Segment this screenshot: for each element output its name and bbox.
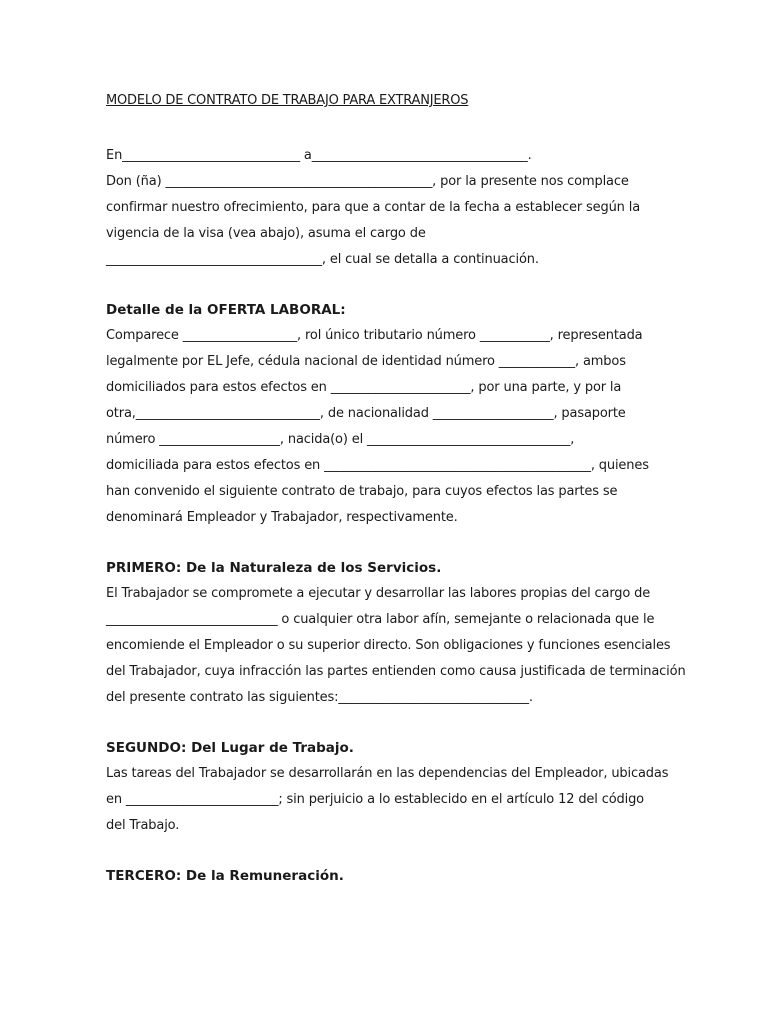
section-heading: TERCERO: De la Remuneración. [106,868,344,884]
intro-section [106,143,728,273]
paragraph-line: Las tareas del Trabajador se desarrollarán en las dependencias del Empleador, ubicadas [106,766,669,781]
paragraph-line: domiciliada para estos efectos en __________________________________________, quienes [106,458,649,473]
paragraph-line: El Trabajador se compromete a ejecutar y desarrollar las labores propias del cargo de [106,586,651,601]
intro-line: En____________________________ a__________________________________. [106,148,532,163]
paragraph-line: han convenido el siguiente contrato de trabajo, para cuyos efectos las partes se [106,484,618,499]
section-segundo [106,735,728,839]
section-primero [106,555,728,711]
paragraph-line: otra,_____________________________, de nacionalidad ___________________, pasaporte [106,406,626,421]
paragraph-line: encomiende el Empleador o su superior directo. Son obligaciones y funciones esenciales [106,638,671,653]
intro-line: __________________________________, el cual se detalla a continuación. [106,252,539,267]
intro-line: Don (ña) __________________________________________, por la presente nos complace [106,174,629,189]
paragraph-line: del Trabajo. [106,818,180,833]
section-heading: PRIMERO: De la Naturaleza de los Servicios. [106,560,442,576]
paragraph-line: en ________________________; sin perjuicio a lo establecido en el artículo 12 del código [106,792,644,807]
paragraph-line: legalmente por EL Jefe, cédula nacional de identidad número ____________, ambos [106,354,626,369]
paragraph-line: del presente contrato las siguientes:______________________________. [106,690,533,705]
paragraph-line: denominará Empleador y Trabajador, respectivamente. [106,510,458,525]
intro-line: confirmar nuestro ofrecimiento, para que a contar de la fecha a establecer según la [106,200,641,215]
paragraph-line: del Trabajador, cuya infracción las partes entienden como causa justificada de terminación [106,664,686,679]
section-oferta-laboral [106,297,728,531]
section-heading: Detalle de la OFERTA LABORAL: [106,302,346,318]
section-heading: SEGUNDO: Del Lugar de Trabajo. [106,740,354,756]
section-tercero [106,863,728,889]
paragraph-line: Comparece __________________, rol único tributario número ___________, representada [106,328,643,343]
paragraph-line: domiciliados para estos efectos en ______________________, por una parte, y por la [106,380,622,395]
intro-line: vigencia de la visa (vea abajo), asuma el cargo de [106,226,426,241]
paragraph-line: número ___________________, nacida(o) el ________________________________, [106,432,575,447]
document-title: MODELO DE CONTRATO DE TRABAJO PARA EXTRANJEROS [106,93,469,108]
paragraph-line: ___________________________ o cualquier otra labor afín, semejante o relacionada que le [106,612,655,627]
